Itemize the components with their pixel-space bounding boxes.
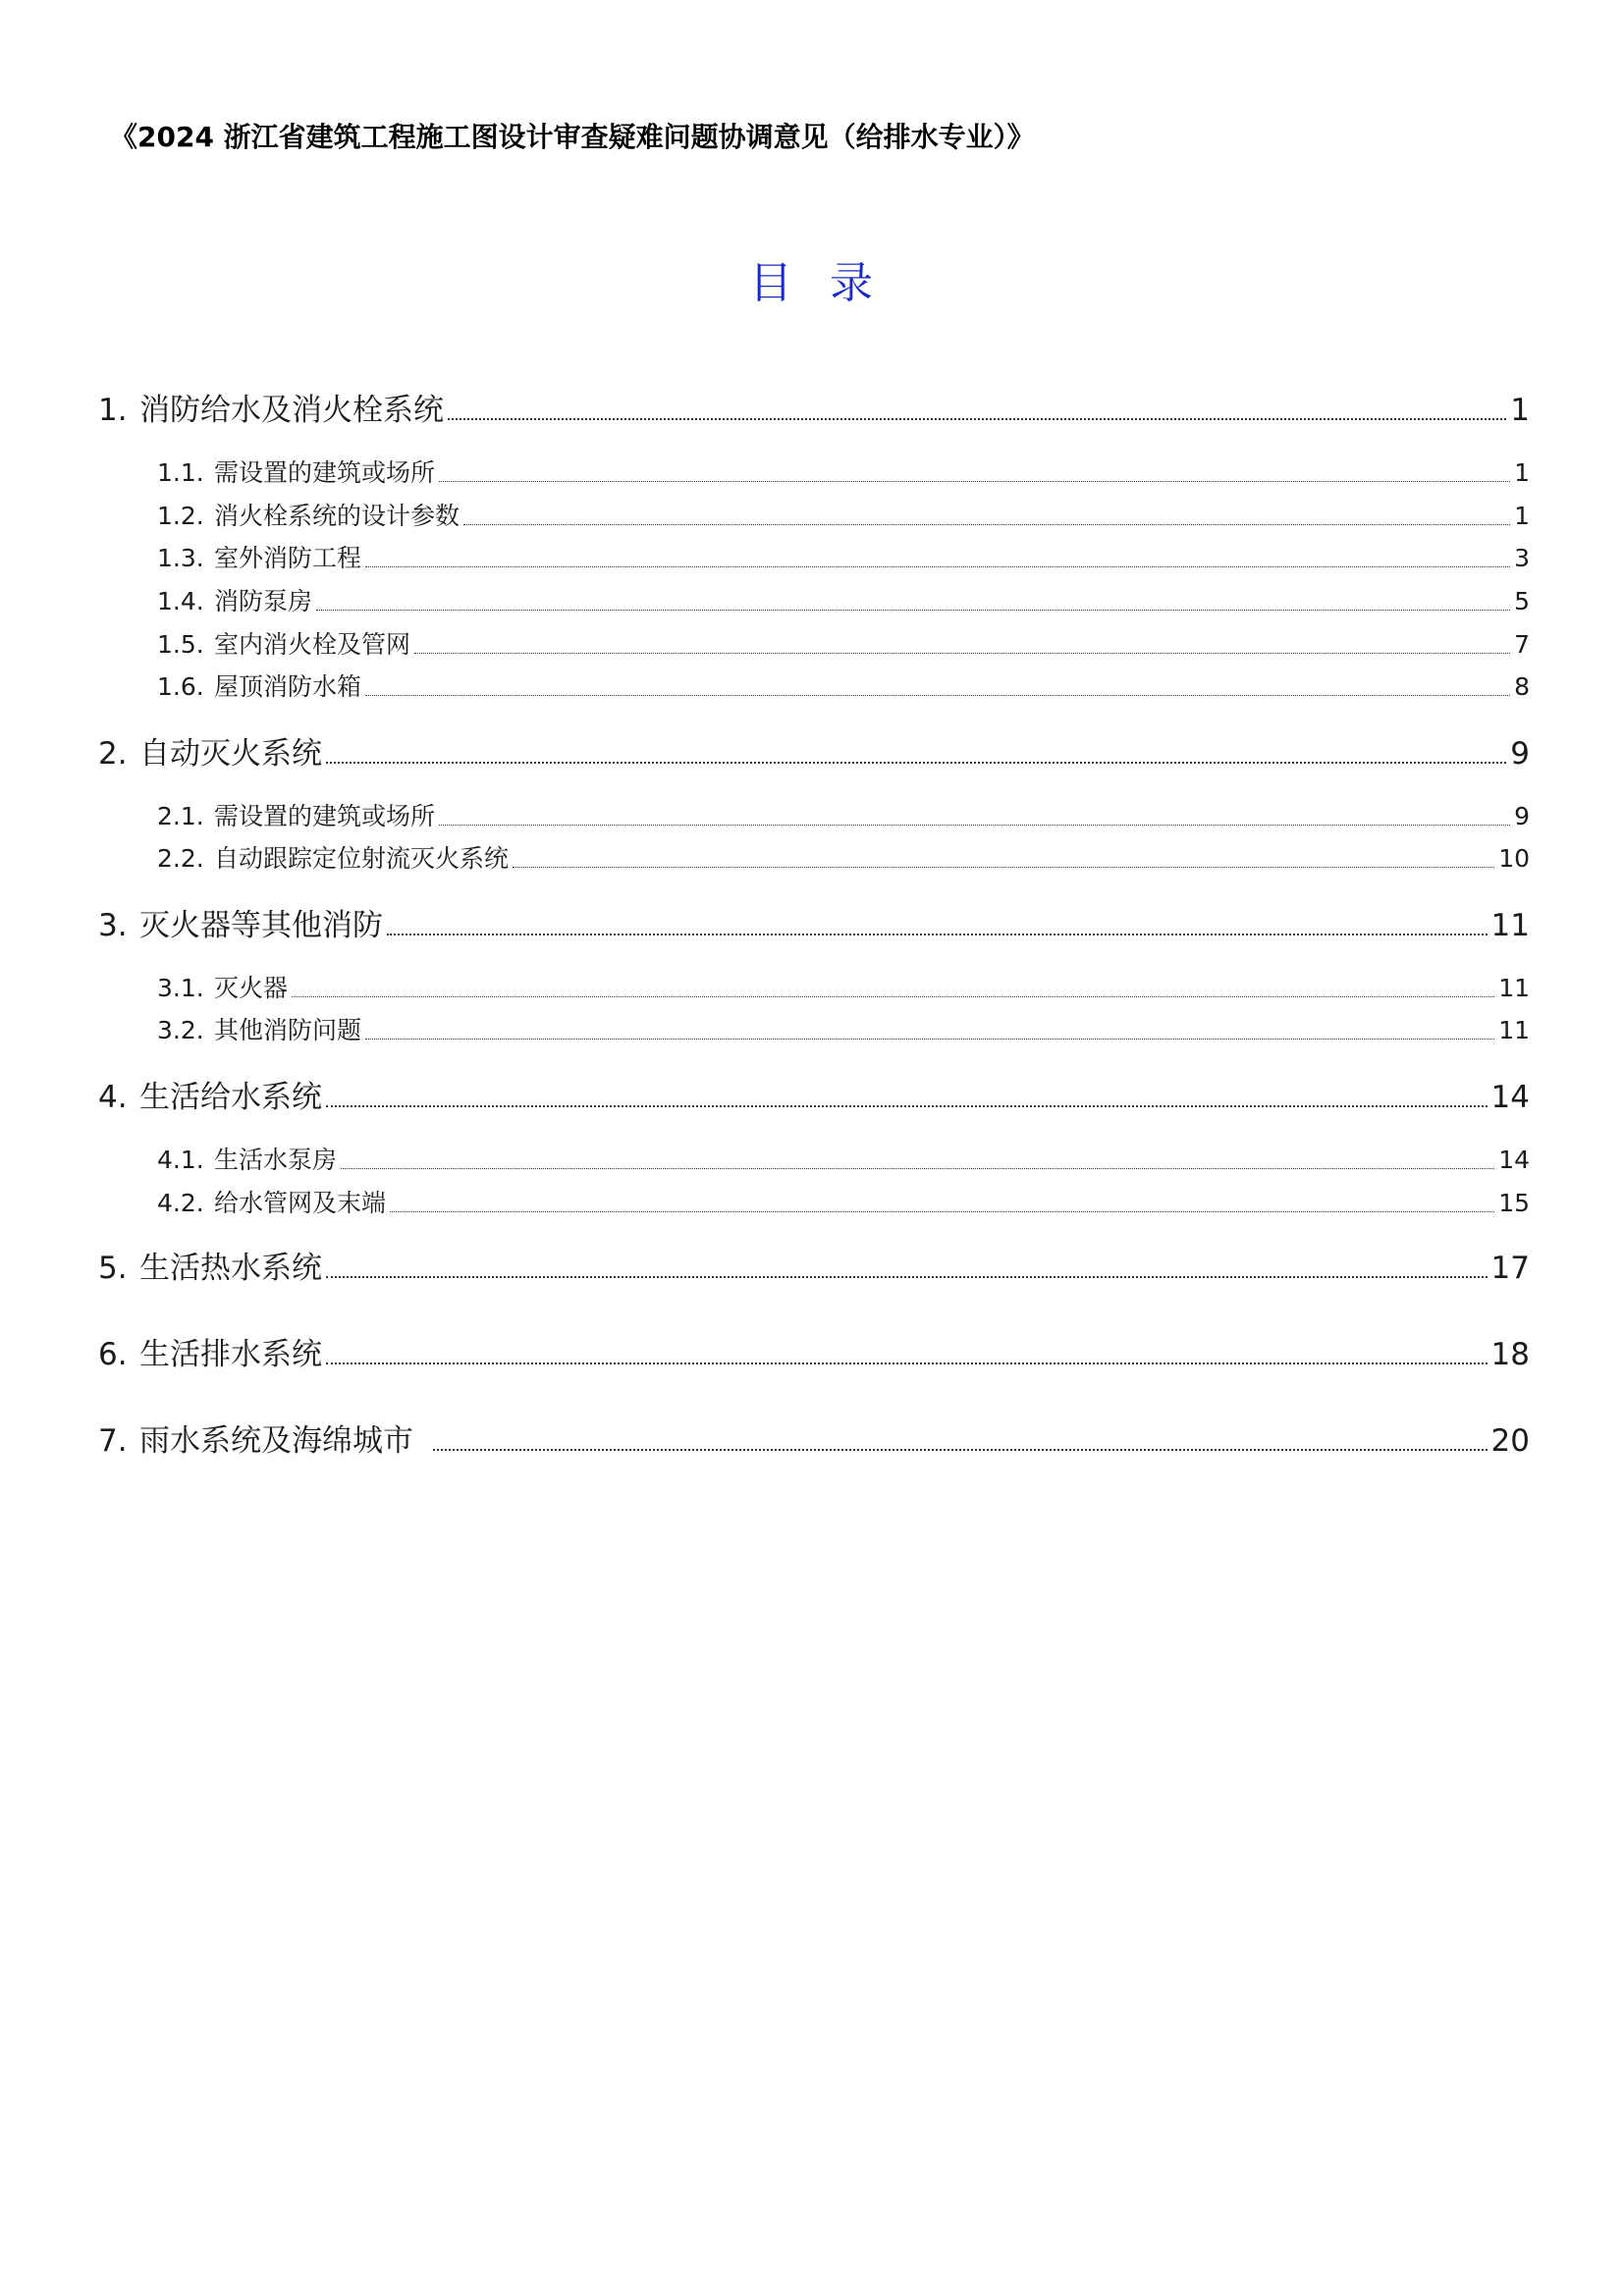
toc-entry-number: 3. xyxy=(98,908,128,943)
toc-entry[interactable] xyxy=(157,497,1530,532)
toc-leader-dots xyxy=(439,480,1510,482)
toc-entry-number: 3.1. xyxy=(157,974,204,1002)
toc-leader-dots xyxy=(326,1362,1488,1364)
toc-leader-dots xyxy=(439,824,1510,826)
toc-entry-label: 消火栓系统的设计参数 xyxy=(214,502,460,530)
toc-entry-label: 需设置的建筑或场所 xyxy=(214,802,436,830)
toc-entry[interactable] xyxy=(157,539,1530,574)
toc-entry-page: 14 xyxy=(1498,1146,1530,1174)
toc-leader-dots xyxy=(387,933,1488,935)
toc-leader-dots xyxy=(390,1210,1494,1212)
document-header: 《2024 浙江省建筑工程施工图设计审查疑难问题协调意见（给排水专业）》 xyxy=(110,121,1035,153)
toc-entry-page: 3 xyxy=(1514,544,1530,572)
toc-entry[interactable] xyxy=(157,797,1530,832)
toc-entry-page: 1 xyxy=(1510,393,1530,428)
toc-leader-dots xyxy=(316,609,1510,611)
toc-entry-label: 生活水泵房 xyxy=(214,1146,338,1174)
toc-entry[interactable] xyxy=(98,1072,1530,1115)
toc-entry-page: 20 xyxy=(1490,1423,1530,1459)
toc-entry-page: 9 xyxy=(1510,736,1530,772)
toc-entry[interactable] xyxy=(98,1415,1530,1459)
toc-leader-dots xyxy=(326,1104,1488,1107)
toc-entry-label: 室外消防工程 xyxy=(214,544,362,572)
toc-entry-number: 1. xyxy=(98,393,128,428)
toc-entry-number: 2. xyxy=(98,736,128,772)
toc-entry-page: 15 xyxy=(1498,1189,1530,1217)
toc-leader-dots xyxy=(448,417,1506,420)
toc-entry[interactable] xyxy=(98,1243,1530,1286)
toc-leader-dots xyxy=(414,652,1510,654)
toc-entry-page: 11 xyxy=(1490,908,1530,943)
toc-entry[interactable] xyxy=(157,667,1530,703)
toc-entry-number: 4.1. xyxy=(157,1146,204,1174)
toc-entry-number: 3.2. xyxy=(157,1016,204,1044)
toc-entry[interactable] xyxy=(98,900,1530,943)
toc-entry-label: 生活排水系统 xyxy=(139,1337,322,1372)
toc-entry-label: 自动灭火系统 xyxy=(139,736,322,772)
toc-leader-dots xyxy=(341,1167,1494,1169)
toc-leader-dots xyxy=(433,1448,1488,1451)
toc-entry-page: 1 xyxy=(1514,458,1530,487)
toc-title-char-1: 目 xyxy=(749,258,794,308)
toc-entry[interactable] xyxy=(157,625,1530,661)
toc-entry-label: 雨水系统及海绵城市 xyxy=(139,1423,413,1459)
toc-entry-label: 生活给水系统 xyxy=(139,1080,322,1115)
toc-entry[interactable] xyxy=(157,1184,1530,1219)
toc-entry[interactable] xyxy=(157,1011,1530,1046)
toc-entry[interactable] xyxy=(98,728,1530,772)
toc-entry-page: 1 xyxy=(1514,502,1530,530)
toc-entry-number: 4.2. xyxy=(157,1189,204,1217)
toc-leader-dots xyxy=(365,1038,1494,1040)
toc-entry-number: 1.2. xyxy=(157,502,204,530)
toc-entry-label: 其他消防问题 xyxy=(214,1016,362,1044)
toc-entry-number: 7. xyxy=(98,1423,128,1459)
toc-entry-page: 5 xyxy=(1514,587,1530,615)
toc-entry-page: 14 xyxy=(1490,1080,1530,1115)
toc-entry[interactable] xyxy=(157,1141,1530,1176)
toc-entry-number: 5. xyxy=(98,1251,128,1286)
toc-entry-page: 11 xyxy=(1498,1016,1530,1044)
toc-entry-page: 9 xyxy=(1514,802,1530,830)
toc-entry-label: 消防泵房 xyxy=(214,587,313,615)
toc-leader-dots xyxy=(513,866,1494,868)
toc-entry-label: 室内消火栓及管网 xyxy=(214,630,411,659)
toc-entry-page: 7 xyxy=(1514,630,1530,659)
toc-entry-number: 1.5. xyxy=(157,630,204,659)
toc-leader-dots xyxy=(326,761,1506,764)
toc-title-char-2: 录 xyxy=(830,258,875,308)
toc-entry-number: 1.1. xyxy=(157,458,204,487)
toc-entry-page: 18 xyxy=(1490,1337,1530,1372)
toc-entry-label: 生活热水系统 xyxy=(139,1251,322,1286)
toc-entry-label: 需设置的建筑或场所 xyxy=(214,458,436,487)
toc-leader-dots xyxy=(463,523,1510,525)
toc-leader-dots xyxy=(292,995,1494,997)
toc-entry-label: 屋顶消防水箱 xyxy=(214,672,362,701)
toc-entry-label: 自动跟踪定位射流灭火系统 xyxy=(214,844,510,873)
toc-entry-number: 4. xyxy=(98,1080,128,1115)
toc-entry-page: 10 xyxy=(1498,844,1530,873)
toc-entry-label: 灭火器 xyxy=(214,974,289,1002)
toc-entry[interactable] xyxy=(157,582,1530,617)
toc-leader-dots xyxy=(365,565,1510,567)
toc-entry[interactable] xyxy=(98,1329,1530,1372)
toc-entry-page: 17 xyxy=(1490,1251,1530,1286)
toc-leader-dots xyxy=(365,694,1510,696)
toc-entry-page: 8 xyxy=(1514,672,1530,701)
toc-entry-number: 2.2. xyxy=(157,844,204,873)
toc-entry[interactable] xyxy=(157,969,1530,1004)
toc-entry[interactable] xyxy=(157,839,1530,875)
toc-entry-number: 2.1. xyxy=(157,802,204,830)
toc-entry-number: 1.6. xyxy=(157,672,204,701)
toc-entry[interactable] xyxy=(157,454,1530,489)
toc-leader-dots xyxy=(326,1275,1488,1278)
toc-entry-number: 1.3. xyxy=(157,544,204,572)
toc-entry-number: 6. xyxy=(98,1337,128,1372)
toc-entry-label: 给水管网及末端 xyxy=(214,1189,387,1217)
toc-entry[interactable] xyxy=(98,385,1530,428)
toc-entry-page: 11 xyxy=(1498,974,1530,1002)
toc-entry-label: 灭火器等其他消防 xyxy=(139,908,383,943)
toc-entry-number: 1.4. xyxy=(157,587,204,615)
toc-entry-label: 消防给水及消火栓系统 xyxy=(139,393,444,428)
